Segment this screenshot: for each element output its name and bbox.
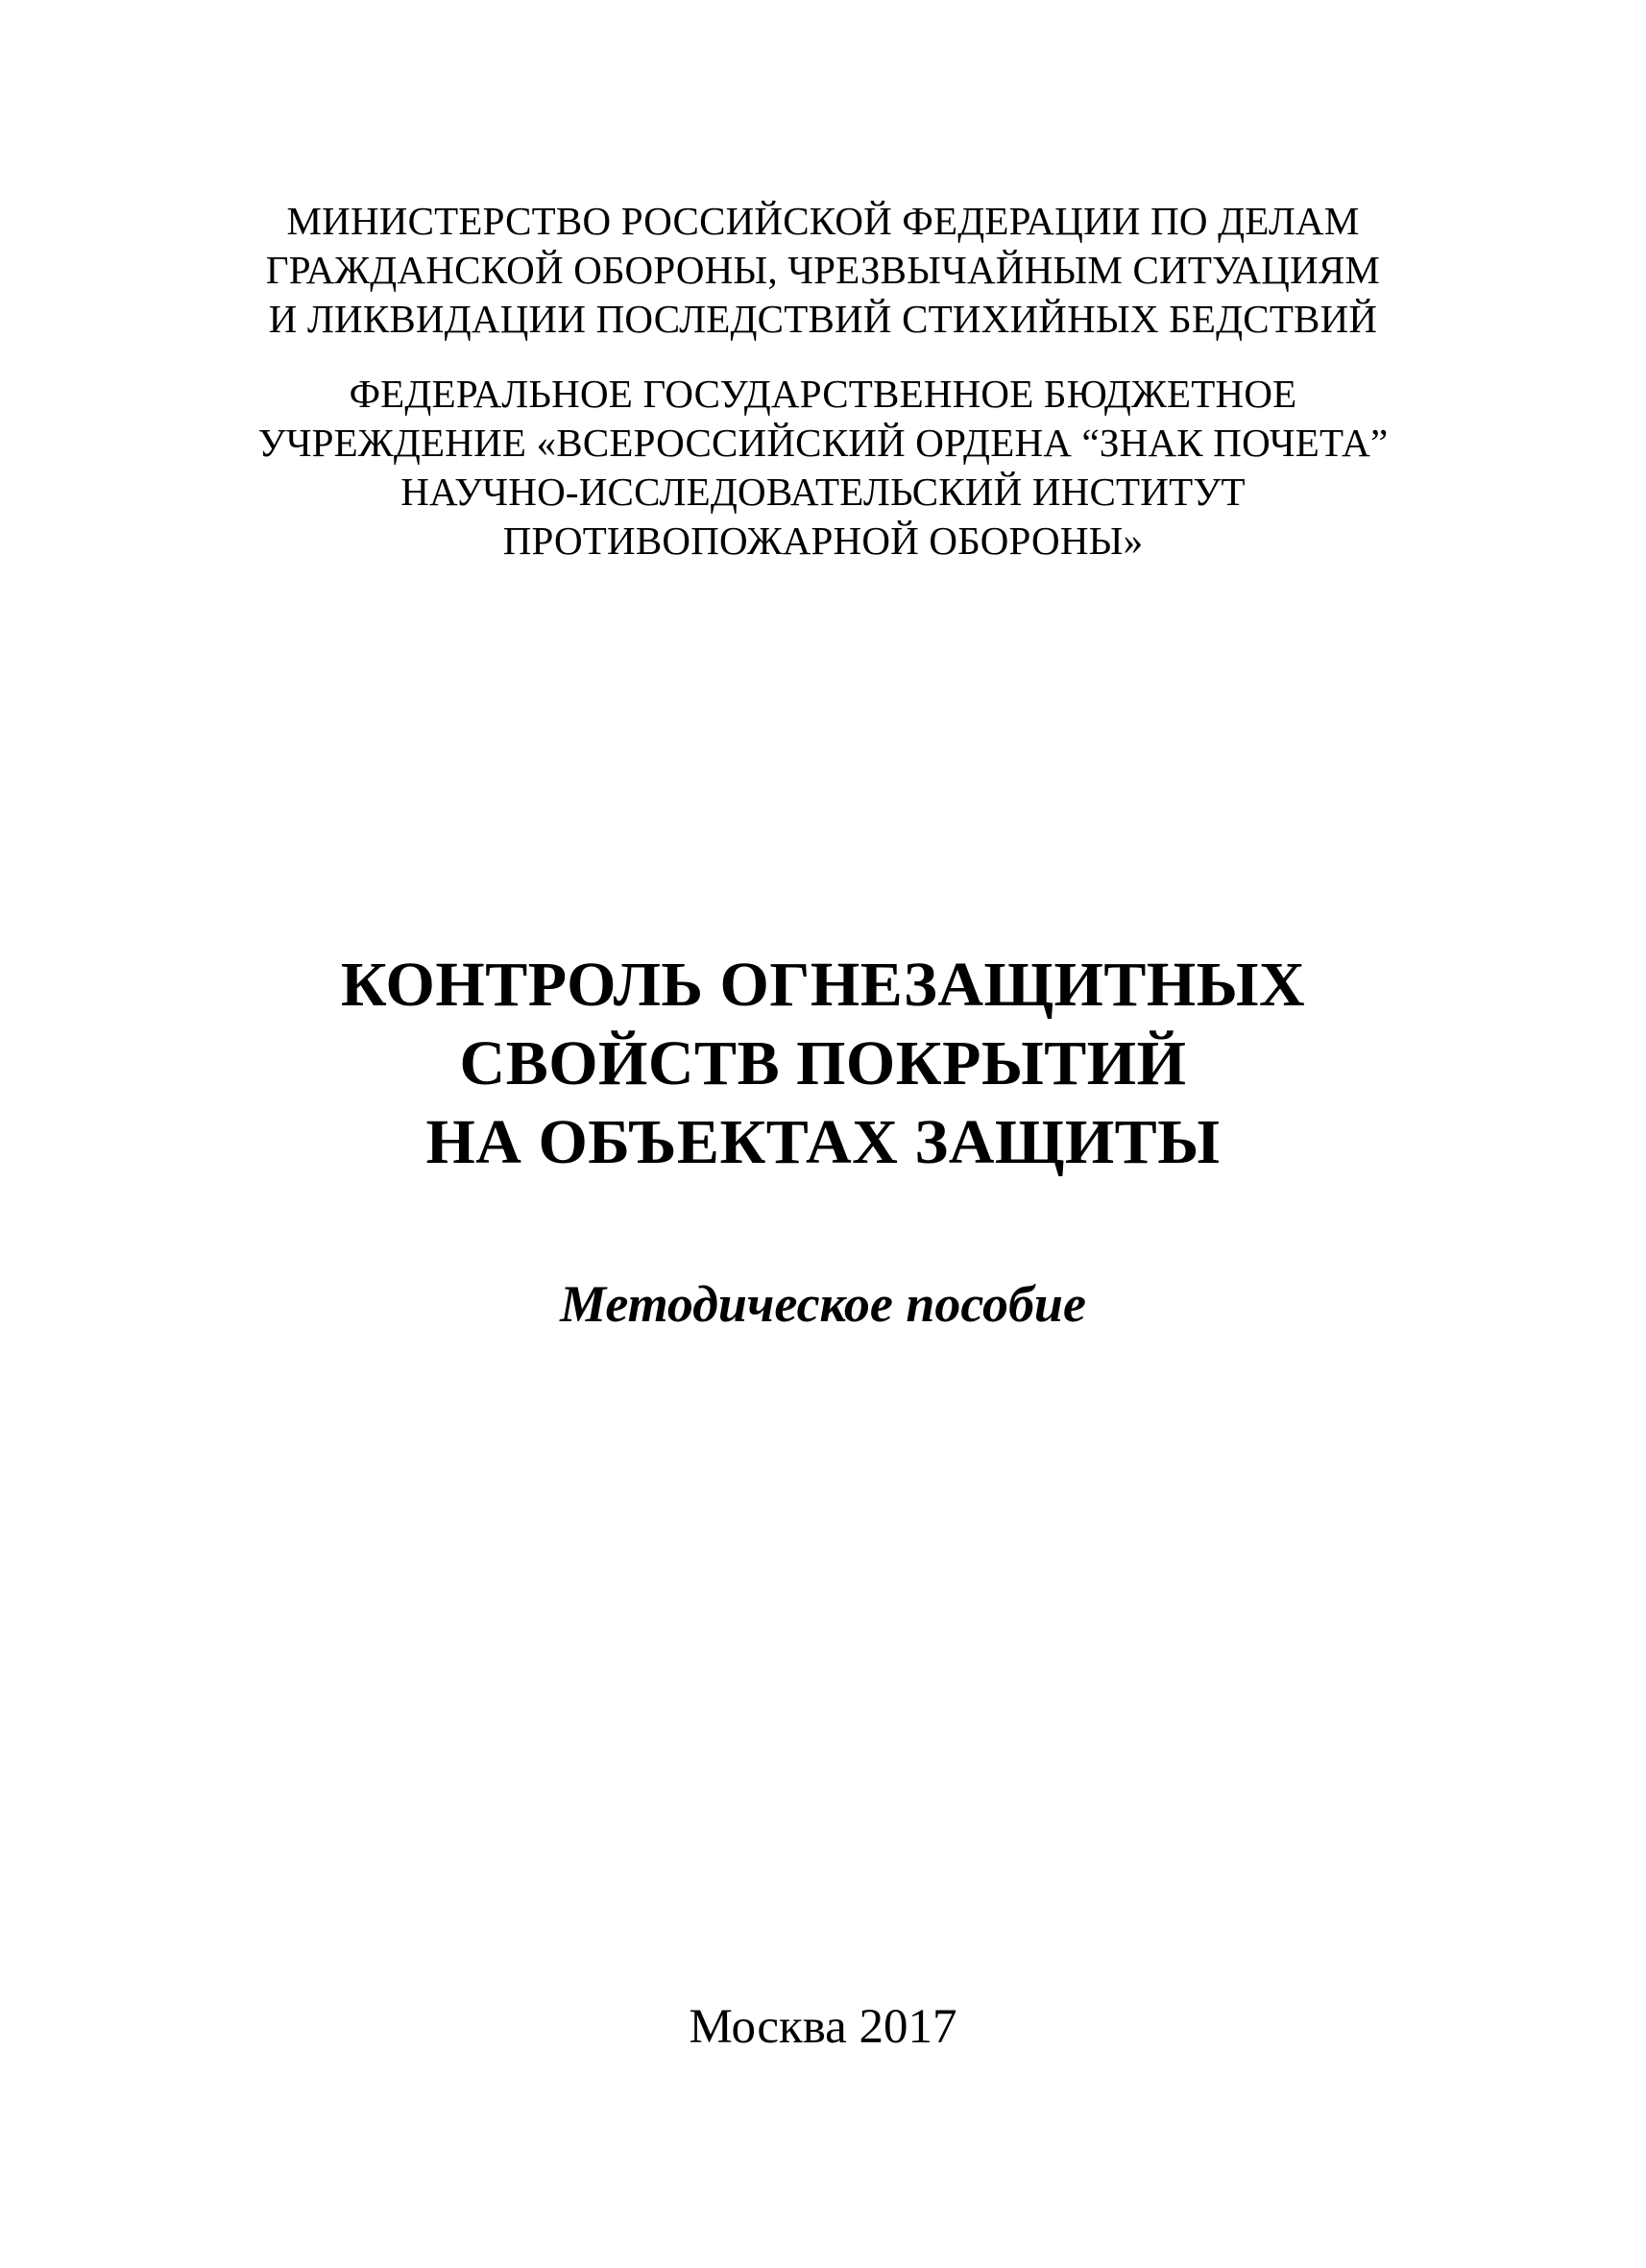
publication-footer — [0, 1997, 1646, 2057]
title-line-3: НА ОБЪЕКТАХ ЗАЩИТЫ — [425, 1107, 1221, 1177]
title-line-1: КОНТРОЛЬ ОГНЕЗАЩИТНЫХ — [340, 950, 1306, 1020]
institute-header — [0, 370, 1646, 566]
document-title — [0, 946, 1646, 1182]
ministry-header — [0, 197, 1646, 344]
ministry-line-2: ГРАЖДАНСКОЙ ОБОРОНЫ, ЧРЕЗВЫЧАЙНЫМ СИТУАЦИЯМ — [265, 248, 1381, 292]
institute-line-1: ФЕДЕРАЛЬНОЕ ГОСУДАРСТВЕННОЕ БЮДЖЕТНОЕ — [349, 372, 1297, 416]
institute-line-3: НАУЧНО-ИССЛЕДОВАТЕЛЬСКИЙ ИНСТИТУТ — [400, 470, 1246, 514]
subtitle-text: Методическое пособие — [560, 1275, 1086, 1333]
ministry-line-3: И ЛИКВИДАЦИИ ПОСЛЕДСТВИЙ СТИХИЙНЫХ БЕДСТВИЙ — [268, 297, 1378, 341]
title-line-2: СВОЙСТВ ПОКРЫТИЙ — [459, 1028, 1187, 1098]
document-subtitle — [0, 1272, 1646, 1336]
ministry-line-1: МИНИСТЕРСТВО РОССИЙСКОЙ ФЕДЕРАЦИИ ПО ДЕЛАМ — [286, 199, 1360, 243]
city-year: Москва 2017 — [689, 2000, 957, 2054]
institute-line-4: ПРОТИВОПОЖАРНОЙ ОБОРОНЫ» — [502, 519, 1144, 563]
institute-line-2: УЧРЕЖДЕНИЕ «ВСЕРОССИЙСКИЙ ОРДЕНА “ЗНАК ПОЧЕТА” — [257, 421, 1389, 465]
